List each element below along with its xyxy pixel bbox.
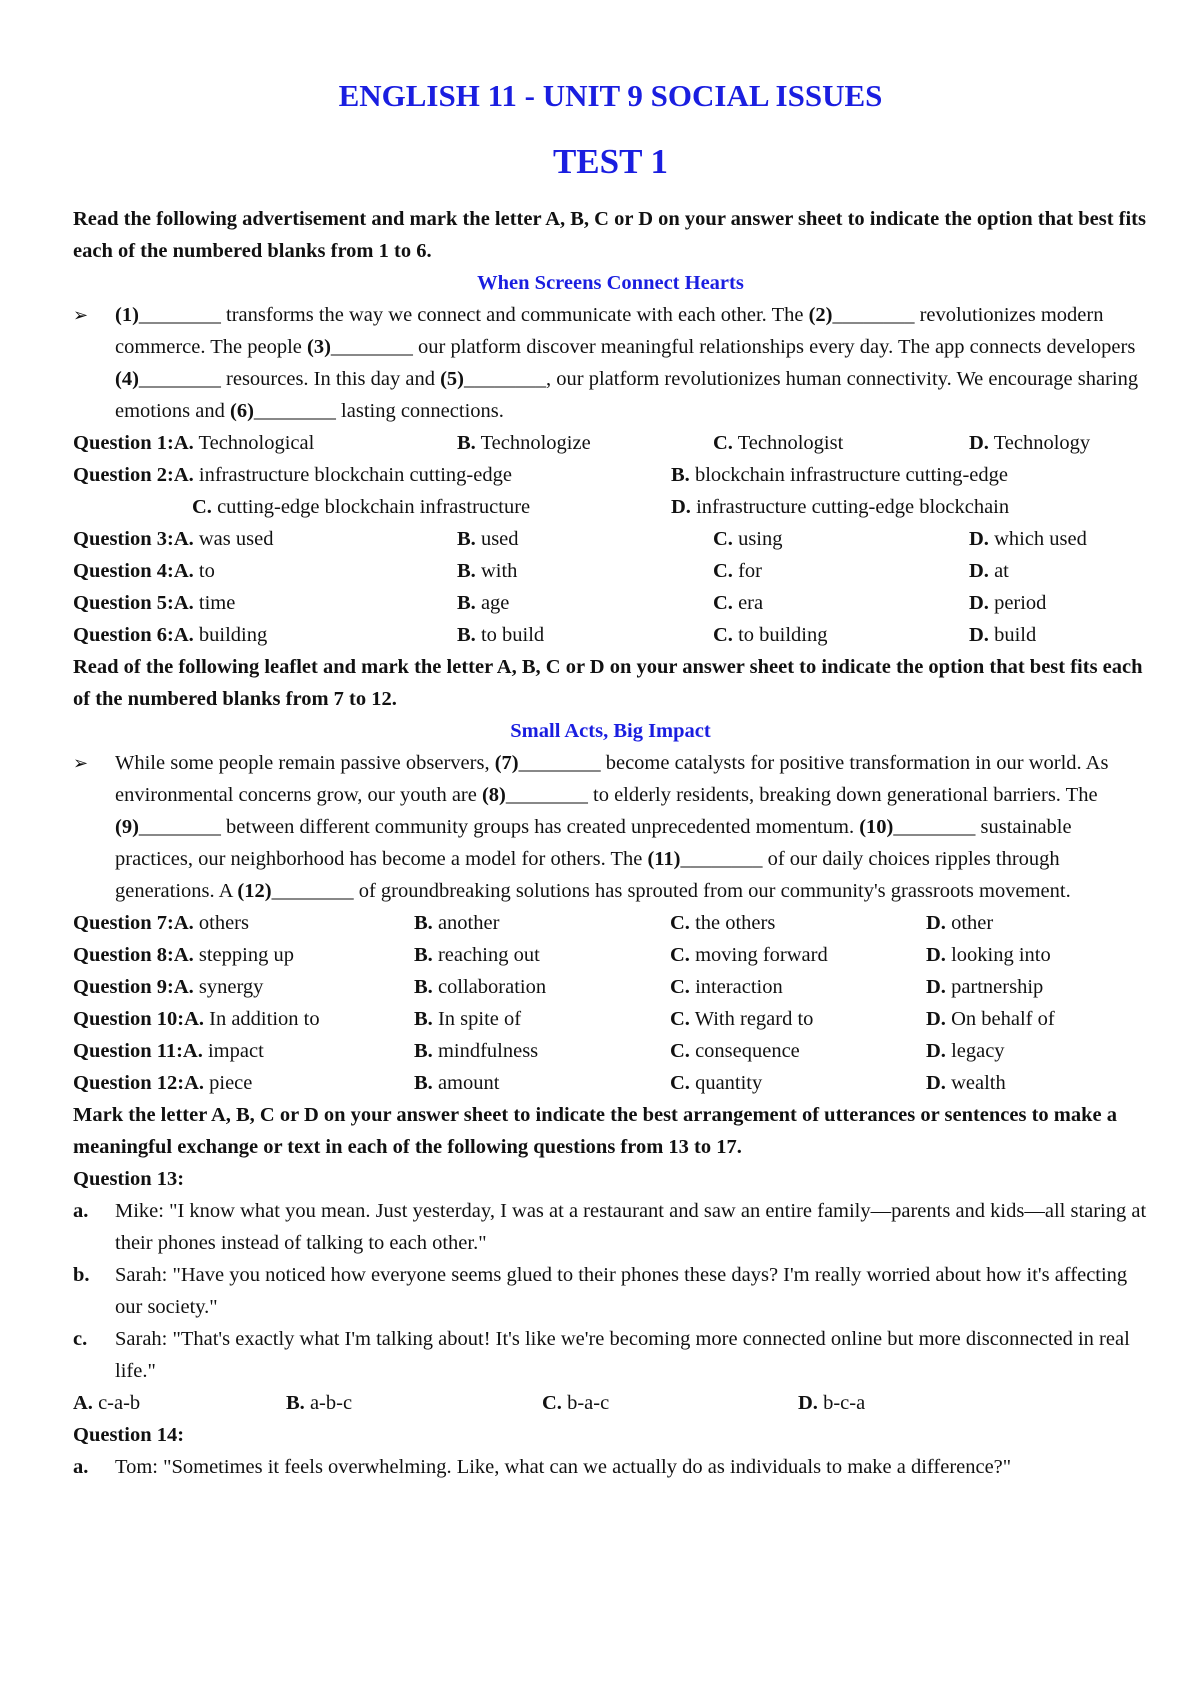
passage-text: ________ to elderly residents, breaking down generational barriers. The xyxy=(505,784,1098,806)
option-letter: A. xyxy=(173,944,194,966)
option-text: synergy xyxy=(193,976,264,998)
utterance-text: Tom: "Sometimes it feels overwhelming. Like, what can we actually do as individuals to make a difference?" xyxy=(115,1456,1012,1478)
option-letter: D. xyxy=(969,560,989,582)
option-letter: D. xyxy=(926,944,946,966)
option-letter: C. xyxy=(713,592,733,614)
option-letter: A. xyxy=(184,1008,204,1030)
option-letter: B. xyxy=(414,976,433,998)
option-letter: B. xyxy=(457,432,476,454)
option-letter: C. xyxy=(713,560,733,582)
option-text: impact xyxy=(202,1040,264,1062)
option-text: another xyxy=(432,912,500,934)
blank-number: (5) xyxy=(440,368,464,390)
option-text: In addition to xyxy=(204,1008,320,1030)
option-b xyxy=(414,1035,538,1067)
blank-number: (12) xyxy=(237,880,272,902)
test-title: TEST 1 xyxy=(552,142,669,181)
option-text: In spite of xyxy=(432,1008,522,1030)
passage-text: ________ sustainable practices, our neighborhood has become a model for others. The xyxy=(115,816,1072,870)
option-letter: C. xyxy=(670,912,690,934)
section1-questions xyxy=(73,427,1148,651)
option-letter: A. xyxy=(173,912,194,934)
option-text: used xyxy=(475,528,519,550)
utterance-text: Sarah: "That's exactly what I'm talking about! It's like we're becoming more connected online but more disconnected in real life." xyxy=(115,1328,1130,1382)
option-letter: B. xyxy=(414,944,433,966)
option-b xyxy=(457,555,517,587)
option-d xyxy=(969,427,1090,459)
option-letter: A. xyxy=(173,528,194,550)
option-text: to building xyxy=(732,624,828,646)
option-letter: A. xyxy=(173,624,194,646)
option-letter: D. xyxy=(926,912,946,934)
option-b xyxy=(414,939,540,971)
option-letter: C. xyxy=(670,1072,690,1094)
question-2-row xyxy=(73,459,1148,491)
option-text: was used xyxy=(193,528,274,550)
option-text: for xyxy=(732,560,762,582)
option-letter: A. xyxy=(173,976,194,998)
option-c xyxy=(670,1035,800,1067)
question-label: Question 5: xyxy=(73,592,174,614)
option-c xyxy=(670,971,783,1003)
option-a xyxy=(73,523,273,555)
utterance-letter: a. xyxy=(73,1200,89,1222)
option-text: period xyxy=(988,592,1047,614)
option-a xyxy=(73,1067,252,1099)
passage-text: ________ resources. In this day and xyxy=(138,368,441,390)
passage-text: ________ transforms the way we connect and communicate with each other. The xyxy=(138,304,809,326)
blank-number: (3) xyxy=(307,336,331,358)
option-letter: B. xyxy=(457,560,476,582)
option-a xyxy=(73,619,267,651)
option-letter: A. xyxy=(173,560,194,582)
section1-passage-title: When Screens Connect Hearts xyxy=(477,272,744,294)
utterance-text: Sarah: "Have you noticed how everyone seems glued to their phones these days? I'm really worried about how it's affecting our society." xyxy=(115,1264,1128,1318)
option-letter: D. xyxy=(926,976,946,998)
option-text: mindfulness xyxy=(432,1040,539,1062)
option-d xyxy=(969,555,1009,587)
option-letter: C. xyxy=(713,432,733,454)
option-b xyxy=(457,587,509,619)
option-letter: B. xyxy=(671,464,690,486)
utterance-line xyxy=(73,1323,1148,1387)
option-c xyxy=(670,1003,813,1035)
option-d xyxy=(926,971,1043,1003)
option-a xyxy=(73,555,215,587)
question-5-row xyxy=(73,587,1148,619)
option-text: quantity xyxy=(689,1072,763,1094)
utterance-letter: c. xyxy=(73,1328,88,1350)
option-letter: A. xyxy=(184,1072,204,1094)
option-text: Technological xyxy=(193,432,315,454)
option-text: wealth xyxy=(945,1072,1006,1094)
option-c xyxy=(192,491,530,523)
option-c xyxy=(713,619,827,651)
section2-questions xyxy=(73,907,1148,1099)
option-text: to build xyxy=(475,624,545,646)
option-c xyxy=(670,1067,762,1099)
question-7-row xyxy=(73,907,1148,939)
option-c xyxy=(670,907,775,939)
blank-number: (10) xyxy=(859,816,894,838)
option-a xyxy=(73,1003,320,1035)
passage-text: ________, our platform revolutionizes human connectivity. We encourage sharing emotions and xyxy=(115,368,1139,422)
blank-number: (7) xyxy=(494,752,519,774)
option-text: a-b-c xyxy=(304,1392,353,1414)
option-a xyxy=(73,1387,140,1419)
passage-text: While some people remain passive observers, xyxy=(115,752,495,774)
passage-text: ________ of our daily choices ripples through generations. A xyxy=(115,848,1060,902)
question-3-row xyxy=(73,523,1148,555)
option-text: infrastructure blockchain cutting-edge xyxy=(193,464,512,486)
option-letter: C. xyxy=(670,1008,690,1030)
option-text: legacy xyxy=(945,1040,1005,1062)
option-text: infrastructure cutting-edge blockchain xyxy=(690,496,1010,518)
option-text: moving forward xyxy=(689,944,828,966)
option-text: cutting-edge blockchain infrastructure xyxy=(211,496,531,518)
option-letter: B. xyxy=(457,592,476,614)
option-text: partnership xyxy=(945,976,1044,998)
option-d xyxy=(926,1035,1005,1067)
option-b xyxy=(457,523,519,555)
option-a xyxy=(73,939,294,971)
option-letter: A. xyxy=(173,464,194,486)
passage-text: ________ between different community groups has created unprecedented momentum. xyxy=(138,816,860,838)
question-label: Question 6: xyxy=(73,624,174,646)
question-12-row xyxy=(73,1067,1148,1099)
option-text: reaching out xyxy=(432,944,540,966)
question-2-row xyxy=(73,491,1148,523)
option-letter: C. xyxy=(670,1040,690,1062)
utterance-letter: a. xyxy=(73,1456,89,1478)
option-letter: B. xyxy=(414,1072,433,1094)
passage-text: ________ of groundbreaking solutions has sprouted from our community's grassroots movement. xyxy=(271,880,1071,902)
option-d xyxy=(798,1387,865,1419)
option-letter: D. xyxy=(926,1072,946,1094)
option-a xyxy=(73,971,263,1003)
option-letter: D. xyxy=(969,592,989,614)
option-letter: D. xyxy=(798,1392,818,1414)
option-text: piece xyxy=(204,1072,253,1094)
option-letter: C. xyxy=(713,528,733,550)
option-text: build xyxy=(988,624,1037,646)
utterance-text: Mike: "I know what you mean. Just yesterday, I was at a restaurant and saw an entire family—parents and kids—all staring at their phones instead of talking to each other." xyxy=(115,1200,1147,1254)
option-letter: C. xyxy=(542,1392,562,1414)
question-label: Question 1: xyxy=(73,432,174,454)
blank-number: (6) xyxy=(230,400,254,422)
option-text: using xyxy=(732,528,783,550)
option-text: age xyxy=(475,592,510,614)
option-text: building xyxy=(193,624,268,646)
option-text: other xyxy=(945,912,994,934)
option-letter: D. xyxy=(969,432,989,454)
option-text: amount xyxy=(432,1072,500,1094)
option-text: with xyxy=(475,560,518,582)
question-14-utterances xyxy=(73,1451,1148,1483)
option-d xyxy=(969,587,1046,619)
option-letter: C. xyxy=(713,624,733,646)
option-c xyxy=(713,427,843,459)
option-text: Technology xyxy=(988,432,1091,454)
option-text: stepping up xyxy=(193,944,294,966)
option-d xyxy=(926,939,1051,971)
question-13-label: Question 13: xyxy=(73,1168,185,1190)
question-10-row xyxy=(73,1003,1148,1035)
option-b xyxy=(414,1067,499,1099)
option-d xyxy=(671,491,1009,523)
section1-passage xyxy=(73,299,1148,427)
option-a xyxy=(73,587,235,619)
option-text: Technologize xyxy=(475,432,591,454)
option-letter: C. xyxy=(670,976,690,998)
option-letter: B. xyxy=(414,1040,433,1062)
option-letter: A. xyxy=(182,1040,203,1062)
option-d xyxy=(969,523,1087,555)
section3-instruction: Mark the letter A, B, C or D on your answer sheet to indicate the best arrangement of utterances or sentences to make a meaningful exchange or text in each of the following questions from 13 to 17. xyxy=(73,1104,1117,1158)
document-body xyxy=(73,203,1148,1483)
option-letter: D. xyxy=(969,528,989,550)
option-d xyxy=(926,907,993,939)
option-letter: B. xyxy=(457,528,476,550)
option-text: On behalf of xyxy=(945,1008,1055,1030)
passage-text: ________ become catalysts for positive transformation in our world. As environmental concerns grow, our youth are xyxy=(115,752,1109,806)
option-c xyxy=(713,587,763,619)
option-b xyxy=(457,427,591,459)
question-4-row xyxy=(73,555,1148,587)
option-letter: D. xyxy=(671,496,691,518)
section1-instruction: Read the following advertisement and mark the letter A, B, C or D on your answer sheet to indicate the option that best fits each of the numbered blanks from 1 to 6. xyxy=(73,208,1146,262)
blank-number: (9) xyxy=(115,816,139,838)
question-label: Question 3: xyxy=(73,528,174,550)
section2-instruction: Read of the following leaflet and mark the letter A, B, C or D on your answer sheet to indicate the option that best fits each of the numbered blanks from 7 to 12. xyxy=(73,656,1143,710)
option-text: consequence xyxy=(689,1040,800,1062)
question-label: Question 7: xyxy=(73,912,174,934)
question-2-label xyxy=(73,459,512,491)
option-letter: C. xyxy=(670,944,690,966)
utterance-line xyxy=(73,1259,1148,1323)
option-text: b-c-a xyxy=(817,1392,866,1414)
option-letter: A. xyxy=(173,432,194,454)
option-text: b-a-c xyxy=(561,1392,610,1414)
option-text: time xyxy=(193,592,236,614)
option-text: which used xyxy=(988,528,1087,550)
option-text: collaboration xyxy=(432,976,547,998)
option-d xyxy=(969,619,1036,651)
option-c xyxy=(670,939,828,971)
option-b xyxy=(286,1387,352,1419)
option-letter: D. xyxy=(926,1040,946,1062)
blank-number: (8) xyxy=(481,784,506,806)
question-6-row xyxy=(73,619,1148,651)
arrow-bullet-icon: ➢ xyxy=(73,753,89,773)
option-text: the others xyxy=(689,912,776,934)
question-13-utterances xyxy=(73,1195,1148,1387)
option-d xyxy=(926,1067,1006,1099)
question-13-options xyxy=(73,1387,1148,1419)
question-label: Question 12: xyxy=(73,1072,185,1094)
utterance-line xyxy=(73,1451,1148,1483)
option-text: at xyxy=(988,560,1009,582)
option-text: others xyxy=(193,912,249,934)
option-b xyxy=(414,971,546,1003)
option-letter: A. xyxy=(173,592,194,614)
option-c xyxy=(713,555,762,587)
passage-text: ________ our platform discover meaningful relationships every day. The app connects developers xyxy=(330,336,1136,358)
option-letter: D. xyxy=(926,1008,946,1030)
option-c xyxy=(542,1387,609,1419)
option-letter: D. xyxy=(969,624,989,646)
option-letter: C. xyxy=(192,496,212,518)
option-letter: B. xyxy=(286,1392,305,1414)
blank-number: (4) xyxy=(115,368,139,390)
option-b xyxy=(457,619,544,651)
blank-number: (11) xyxy=(647,848,681,870)
passage-text: ________ revolutionizes modern commerce. The people xyxy=(115,304,1104,358)
blank-number: (2) xyxy=(808,304,833,326)
question-label: Question 10: xyxy=(73,1008,185,1030)
question-8-row xyxy=(73,939,1148,971)
option-a xyxy=(73,907,249,939)
question-label: Question 9: xyxy=(73,976,174,998)
passage-text: ________ lasting connections. xyxy=(253,400,504,422)
utterance-line xyxy=(73,1195,1148,1259)
option-text: blockchain infrastructure cutting-edge xyxy=(689,464,1009,486)
option-text: to xyxy=(193,560,215,582)
option-letter: A. xyxy=(73,1392,93,1414)
question-9-row xyxy=(73,971,1148,1003)
option-text: era xyxy=(732,592,764,614)
option-text: c-a-b xyxy=(92,1392,141,1414)
utterance-letter: b. xyxy=(73,1264,90,1286)
blank-number: (1) xyxy=(115,304,139,326)
arrow-bullet-icon: ➢ xyxy=(73,305,89,325)
option-d xyxy=(926,1003,1055,1035)
option-a xyxy=(73,1035,264,1067)
option-text: Technologist xyxy=(732,432,844,454)
section2-passage xyxy=(73,747,1148,907)
question-label: Question 8: xyxy=(73,944,174,966)
option-b xyxy=(414,907,499,939)
option-c xyxy=(713,523,783,555)
option-b xyxy=(414,1003,521,1035)
question-label: Question 2: xyxy=(73,464,174,486)
option-letter: B. xyxy=(414,912,433,934)
section2-passage-title: Small Acts, Big Impact xyxy=(510,720,711,742)
option-letter: B. xyxy=(457,624,476,646)
question-label: Question 11: xyxy=(73,1040,183,1062)
option-b xyxy=(671,459,1008,491)
option-letter: B. xyxy=(414,1008,433,1030)
option-text: With regard to xyxy=(689,1008,814,1030)
question-label: Question 4: xyxy=(73,560,174,582)
question-11-row xyxy=(73,1035,1148,1067)
question-1-row xyxy=(73,427,1148,459)
question-14-label: Question 14: xyxy=(73,1424,185,1446)
option-text: interaction xyxy=(689,976,783,998)
option-a xyxy=(73,427,314,459)
option-text: looking into xyxy=(945,944,1051,966)
document-title: ENGLISH 11 - UNIT 9 SOCIAL ISSUES xyxy=(338,78,883,113)
